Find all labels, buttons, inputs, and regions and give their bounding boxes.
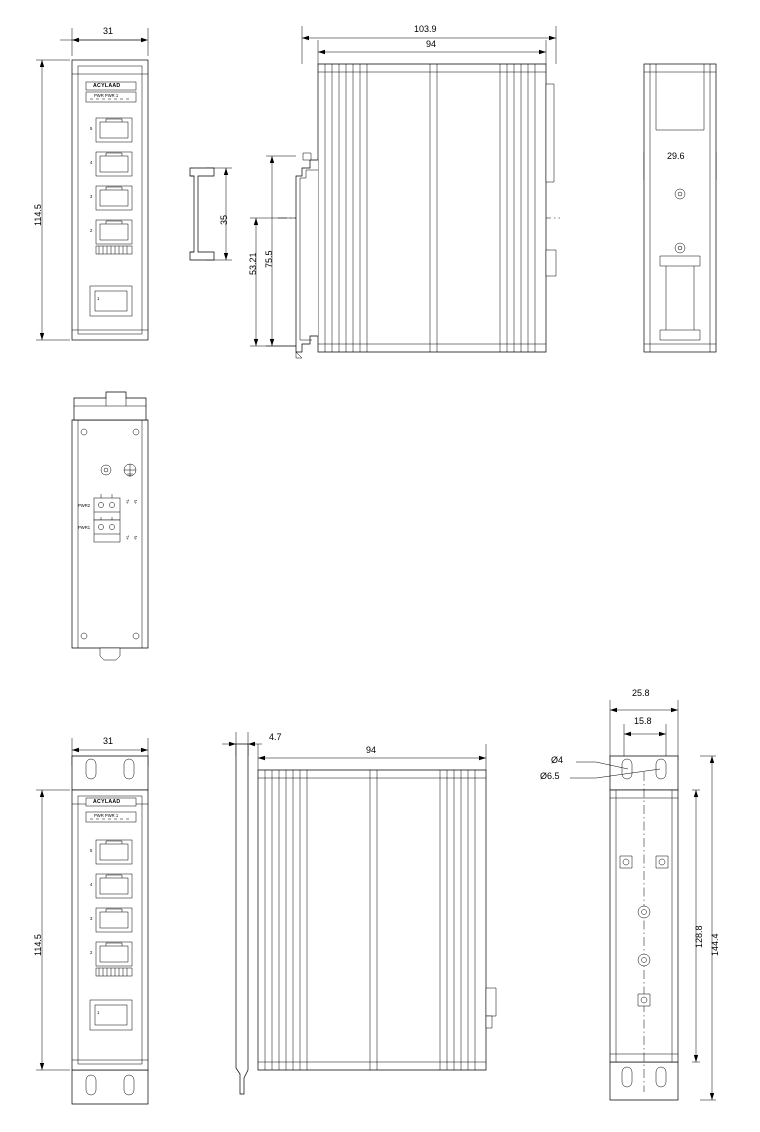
dim-114-5-bottom: 114.5 <box>33 934 43 956</box>
port-number-2-top: 2 <box>90 228 93 233</box>
pin-label-4: -N <box>133 535 138 540</box>
dim-25-8: 25.8 <box>632 688 650 698</box>
pin-label-3: +L <box>125 535 130 540</box>
dim-94-top: 94 <box>426 39 437 49</box>
port-number-5-bottom: 5 <box>90 848 93 853</box>
hole-callout-dia4: Ø4 <box>551 755 564 765</box>
dim-29-6: 29.6 <box>667 151 685 161</box>
terminal-label-pwr2: PWR2 <box>78 503 91 508</box>
side-view-top-geometry <box>250 26 560 358</box>
port-number-1-bottom: 1 <box>97 1010 100 1015</box>
led-labels-bottom: PWR PWR 1 <box>94 813 119 818</box>
port-number-3-bottom: 3 <box>90 916 93 921</box>
dim-31-bottom-front: 31 <box>103 736 114 746</box>
dim-4-7: 4.7 <box>269 732 282 742</box>
rear-view-bracket-geometry <box>570 700 716 1100</box>
terminal-label-pwr1: PWR1 <box>78 525 91 530</box>
dim-114-5-front: 114.5 <box>33 204 43 226</box>
side-view-bracket-geometry <box>222 732 496 1094</box>
pin-label-2: -N <box>133 499 138 504</box>
dim-128-8: 128.8 <box>694 925 704 948</box>
pin-label-1: +L <box>125 499 130 504</box>
dim-94-bottom: 94 <box>366 745 377 755</box>
brand-label-bottom: ACYLAAD <box>93 799 121 805</box>
port-number-5-top: 5 <box>90 126 93 131</box>
rear-view-top-geometry <box>644 64 716 352</box>
dim-15-8: 15.8 <box>634 716 652 726</box>
front-view-top-geometry <box>36 28 148 340</box>
dim-75-5: 75.5 <box>264 250 274 268</box>
dim-103-9: 103.9 <box>414 24 437 34</box>
port-number-2-bottom: 2 <box>90 950 93 955</box>
dim-31-top-front: 31 <box>103 26 114 36</box>
hole-callout-dia6-5: Ø6.5 <box>540 771 560 781</box>
dim-144-4: 144.4 <box>710 933 720 956</box>
port-number-3-top: 3 <box>90 194 93 199</box>
dim-35: 35 <box>219 214 229 225</box>
port-number-4-bottom: 4 <box>90 882 93 887</box>
port-number-4-top: 4 <box>90 160 93 165</box>
dim-53-21: 53.21 <box>248 252 258 275</box>
front-view-bracket-geometry <box>36 738 148 1104</box>
brand-label-top: ACYLAAD <box>93 83 121 89</box>
led-labels-top: PWR PWR 1 <box>94 93 119 98</box>
port-number-1-top: 1 <box>97 296 100 301</box>
